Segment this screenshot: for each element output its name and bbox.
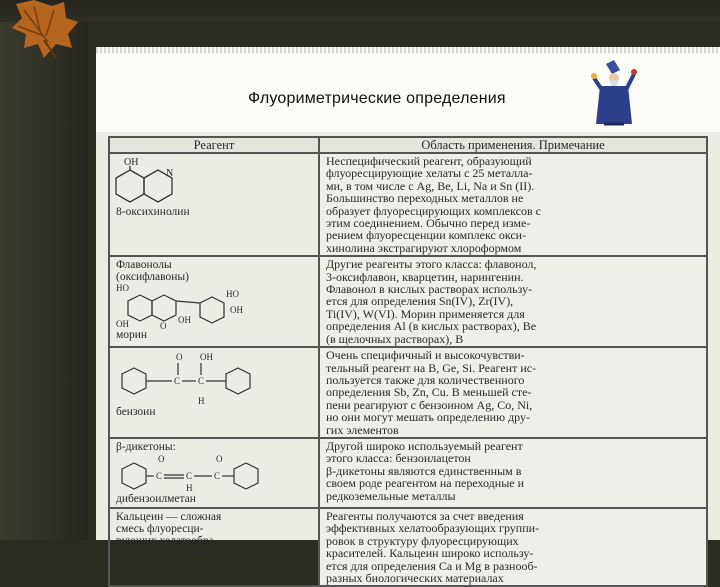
reagent-name: β-дикетоны: [116, 440, 176, 453]
struct-label-n: N [166, 168, 174, 179]
struct-label: H [186, 482, 193, 493]
struct-label: O [158, 453, 165, 464]
note-cell [319, 347, 707, 438]
note-text: Очень специфичный и высокочувстви- тельный реагент на B, Ge, Si. Реагент ис- пользуется также для количественного определения Sb, Zn, Cu. В меньшей сте- пени реагируют с бензоином Ag, Co, Ni, но они могут мешать определению дру- гих элементов [326, 348, 537, 437]
struct-label: C [156, 470, 163, 481]
reagent-cell [109, 438, 319, 508]
reagent-sub: морин [116, 329, 148, 342]
struct-label: H [198, 396, 205, 407]
reagent-sub: дибензоилметан [116, 492, 196, 505]
reagent-name: Кальцеин — сложная смесь флуоресци- рующих хелатообра- зующих реагентов*. [116, 510, 222, 559]
table-row [109, 256, 707, 347]
scanned-table-region [96, 132, 720, 585]
morin-structure-icon [116, 283, 312, 332]
note-text: Другой широко используемый реагент этого класса: бензоилацетон β-дикетоны являются единственным в своем роде реагентом на переходные и редкоземельные металлы [326, 438, 525, 503]
note-text: Неспецифический реагент, образующий флуоресцирующие хелаты с 25 металла- ми, в том числе с Ag, Be, Li, Na и Sn (II). Большинство переходных металлов не образует флуоресцирующих комплексов с этим соединением. Обычно перед изме- рением флуоресценции комплекс окси- хинолина экстрагируют хлороформом [326, 154, 541, 255]
struct-label: O [176, 352, 183, 363]
note-text: Другие реагенты этого класса: флавонол, 3-оксифлавон, кварцетин, нарингенин. Флавонол в кислых растворах использу- ется для определения Sn(IV), Zr(IV), Ti(IV), W(VI). Морин применяется для определения Al (в кислых растворах), Be (в щелочных растворах), B [326, 257, 537, 346]
struct-label-oh: OH [124, 157, 139, 168]
note-cell [319, 438, 707, 508]
struct-label: OH [116, 319, 129, 330]
note-cell [319, 153, 707, 256]
struct-label: C [186, 470, 193, 481]
reagent-name: Флавонолы (оксифлавоны) [116, 259, 189, 284]
struct-label: C [214, 470, 221, 481]
table-row [109, 153, 707, 256]
benzoin-structure-icon [116, 350, 312, 406]
reagent-cell [109, 256, 319, 347]
note-cell [319, 508, 707, 586]
slide-title: Флуориметрические определения [248, 90, 506, 107]
struct-label: C [174, 376, 181, 387]
autumn-leaf-icon [4, 0, 88, 60]
note-text: Реагенты получаются за счет введения эффективных хелатообразующих группи- ровок в структуру флуоресцирующих красителей. Кальцеин широко использу- ется для определения Ca и Mg в разнооб- разных биологических материалах [326, 508, 540, 585]
struct-label: HO [226, 289, 239, 300]
table-row [109, 347, 707, 438]
reagent-name: бензоин [116, 406, 156, 419]
dibenzoylmethane-structure-icon [116, 453, 312, 493]
left-decor-strip [0, 0, 88, 540]
reagent-cell [109, 347, 319, 438]
struct-label: O [160, 321, 167, 332]
wizard-clipart-icon [590, 60, 638, 128]
reagent-table [108, 136, 708, 587]
reagent-name: 8-оксихинолин [116, 206, 190, 218]
table-row [109, 438, 707, 508]
struct-label: C [198, 376, 205, 387]
oxyquinoline-structure-icon [116, 156, 212, 206]
top-decor-strip [0, 0, 720, 22]
header-notes: Область применения. Примечание [319, 137, 707, 153]
reagent-cell [109, 153, 319, 256]
header-reagent: Реагент [109, 137, 319, 153]
struct-label: OH [178, 315, 191, 326]
struct-label: OH [230, 305, 243, 316]
reagent-cell [109, 508, 319, 586]
struct-label: O [216, 453, 223, 464]
struct-label: OH [200, 352, 213, 363]
note-cell [319, 256, 707, 347]
struct-label: HO [116, 283, 129, 294]
table-row [109, 508, 707, 586]
